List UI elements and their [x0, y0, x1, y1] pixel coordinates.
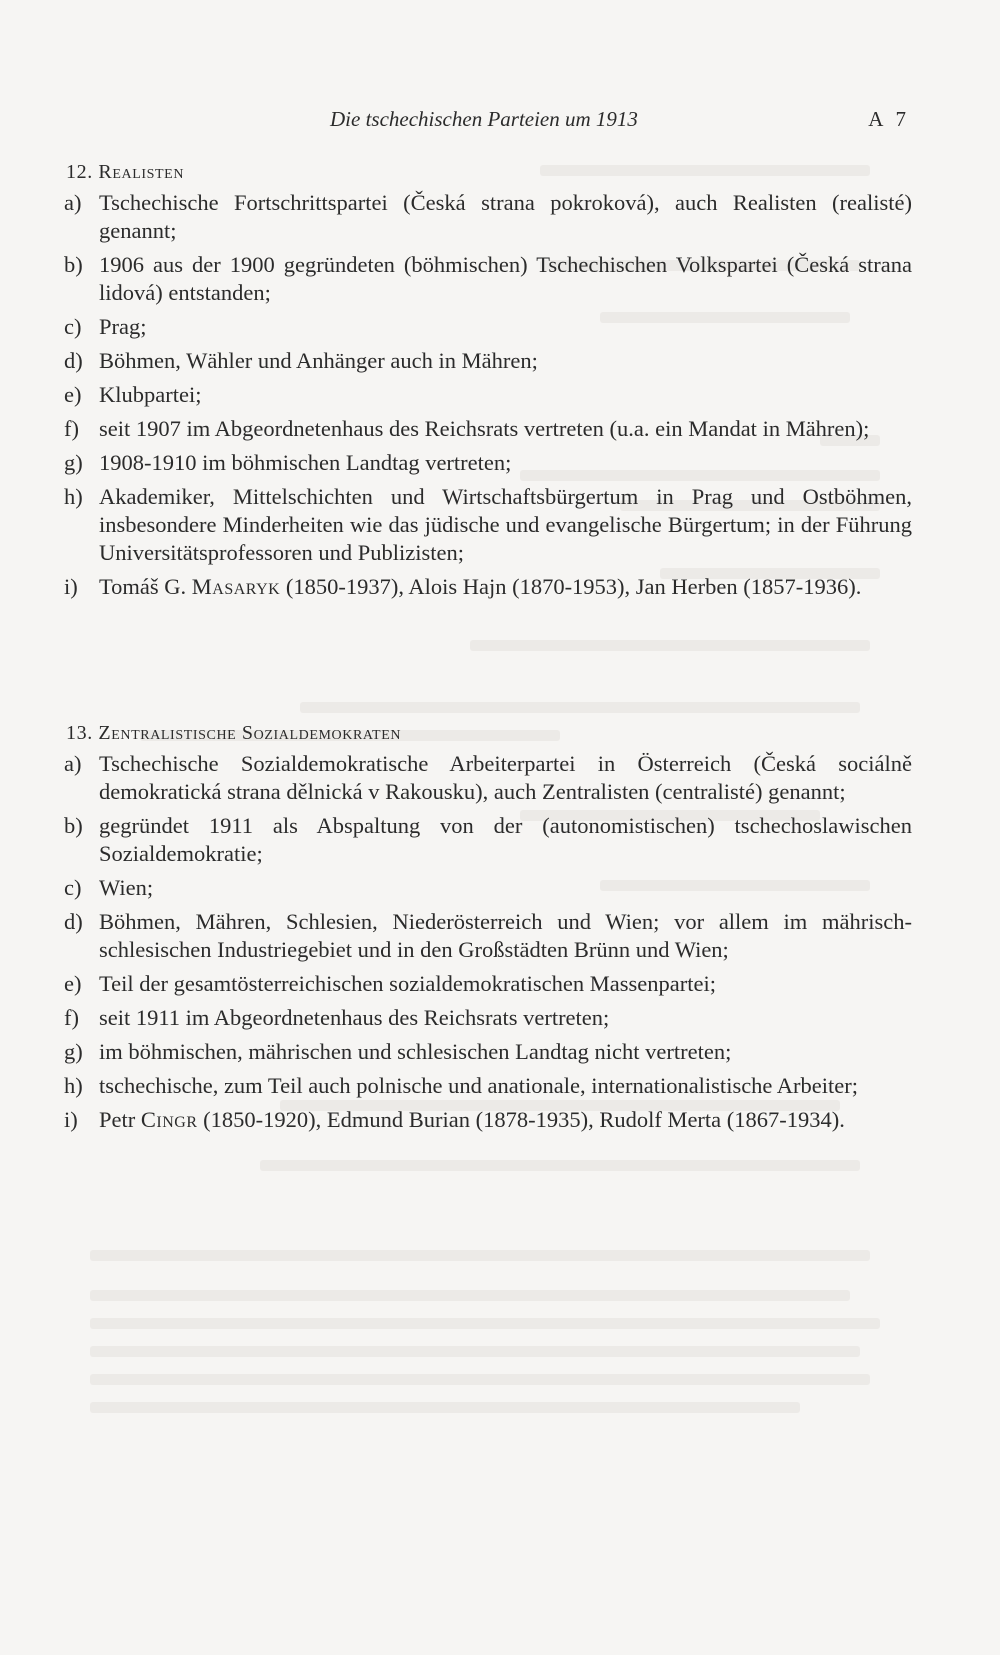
item-text: [99, 573, 912, 601]
item-text: Teil der gesamtösterreichischen sozialdemokratischen Massenpartei;: [99, 971, 716, 996]
item-letter: h): [64, 1073, 83, 1098]
section-number: 13.: [66, 722, 93, 744]
item-letter: i): [64, 1107, 78, 1132]
item-letter: h): [64, 484, 83, 509]
list-item: [64, 381, 912, 409]
list-item: [64, 1072, 912, 1100]
item-letter: b): [64, 813, 83, 838]
item-letter: d): [64, 909, 83, 934]
running-head: [330, 104, 910, 134]
item-text: Prag;: [99, 314, 147, 339]
item-text: Wien;: [99, 875, 154, 900]
item-text: im böhmischen, mährischen und schlesischen Landtag nicht vertreten;: [99, 1039, 732, 1064]
item-text-pre: Petr: [99, 1107, 141, 1132]
item-text: Klubpartei;: [99, 382, 202, 407]
item-letter: a): [64, 751, 82, 776]
list-item: [64, 251, 912, 307]
item-letter: b): [64, 252, 83, 277]
item-text: Böhmen, Mähren, Schlesien, Niederösterreich und Wien; vor allem im mährisch-schlesischen Industriegebiet und in den Großstädten Brünn und Wien;: [99, 909, 912, 962]
item-text-pre: Tomáš G.: [99, 574, 192, 599]
item-letter: f): [64, 1005, 79, 1030]
list-item: [64, 449, 912, 477]
item-letter: c): [64, 314, 82, 339]
list-item: [64, 415, 912, 443]
item-text-post: (1850-1937), Alois Hajn (1870-1953), Jan Herben (1857-1936).: [280, 574, 862, 599]
item-text: Akademiker, Mittelschichten und Wirtschaftsbürgertum in Prag und Ostböhmen, insbesondere Minderheiten wie das jüdische und evangelische Bürgertum; in der Führung Universitätsprofessoren und Publizisten;: [99, 484, 912, 565]
section-heading: [66, 719, 912, 747]
item-text: Böhmen, Wähler und Anhänger auch in Mähren;: [99, 348, 538, 373]
item-text: Tschechische Fortschrittspartei (Česká strana pokroková), auch Realisten (realisté) genannt;: [99, 190, 912, 243]
list-item: [64, 970, 912, 998]
item-letter: c): [64, 875, 82, 900]
person-name: Masaryk: [191, 574, 281, 599]
list-item: [64, 483, 912, 567]
section-realisten: [64, 158, 912, 607]
item-letter: g): [64, 450, 83, 475]
item-letter: a): [64, 190, 82, 215]
list-item: [64, 750, 912, 806]
list-item: [64, 313, 912, 341]
item-letter: e): [64, 382, 82, 407]
item-text: seit 1911 im Abgeordnetenhaus des Reichsrats vertreten;: [99, 1005, 610, 1030]
list-item: [64, 189, 912, 245]
item-text: Tschechische Sozialdemokratische Arbeiterpartei in Österreich (Česká sociálně demokratická strana dělnická v Rakousku), auch Zentralisten (centralisté) genannt;: [99, 751, 912, 804]
list-item: [64, 347, 912, 375]
list-item: [64, 812, 912, 868]
list-item: [64, 1038, 912, 1066]
item-text: [99, 1106, 912, 1134]
section-title: Realisten: [98, 161, 185, 183]
list-item: [64, 1106, 912, 1134]
running-title: Die tschechischen Parteien um 1913: [330, 107, 638, 131]
item-text: seit 1907 im Abgeordnetenhaus des Reichsrats vertreten (u.a. ein Mandat in Mähren);: [99, 416, 870, 441]
item-text: tschechische, zum Teil auch polnische und anationale, internationalistische Arbeiter;: [99, 1073, 859, 1098]
item-text: 1906 aus der 1900 gegründeten (böhmischen) Tschechischen Volkspartei (Česká strana lidová) entstanden;: [99, 252, 912, 305]
item-letter: e): [64, 971, 82, 996]
person-name: Cingr: [140, 1107, 198, 1132]
list-item: [64, 1004, 912, 1032]
list-item: [64, 573, 912, 601]
section-number: 12.: [66, 161, 93, 183]
section-heading: [66, 158, 912, 186]
item-letter: g): [64, 1039, 83, 1064]
list-item: [64, 908, 912, 964]
item-text-post: (1850-1920), Edmund Burian (1878-1935), Rudolf Merta (1867-1934).: [197, 1107, 845, 1132]
list-item: [64, 874, 912, 902]
section-zentralistische-sozialdemokraten: [64, 719, 912, 1140]
page-number: A 7: [868, 107, 910, 131]
item-letter: d): [64, 348, 83, 373]
item-text: 1908-1910 im böhmischen Landtag vertreten;: [99, 450, 512, 475]
item-letter: i): [64, 574, 78, 599]
section-title: Zentralistische Sozialdemokraten: [98, 722, 402, 744]
item-letter: f): [64, 416, 79, 441]
item-text: gegründet 1911 als Abspaltung von der (autonomistischen) tschechoslawischen Sozialdemokratie;: [99, 813, 912, 866]
